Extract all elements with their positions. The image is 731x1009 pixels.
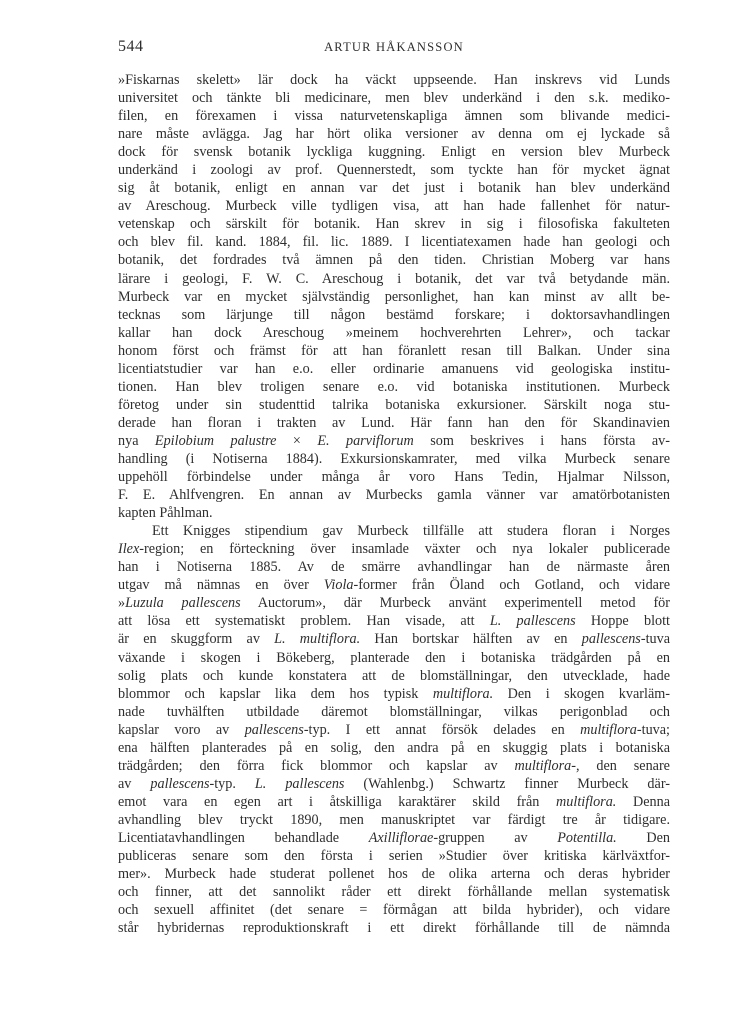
italic-text: pallescens	[244, 721, 304, 738]
text-line	[118, 793, 670, 811]
text-segment: att lösa ett systematiskt problem. Han visade, att	[118, 613, 490, 630]
text-segment: -former från Öland och Gotland, och vidare	[353, 577, 670, 594]
text-segment: -typ.	[209, 775, 255, 792]
italic-text: Viola	[323, 577, 354, 594]
text-segment: »Fiskarnas skelett» lär dock ha väckt uppseende. Han inskrevs vid Lunds	[118, 72, 670, 88]
text-segment: blommor och kapslar lika dem hos typisk	[118, 685, 433, 702]
text-segment: handling (i Notiserna 1884). Exkursionskamrater, med vilka Murbeck senare	[118, 450, 670, 467]
text-segment: derade han floran i trakten av Lund. Här fann han den för Skandinavien	[118, 414, 670, 431]
text-line	[118, 847, 670, 865]
text-segment: dock för svensk botanik lyckliga kuggning. Enligt en version blev Murbeck	[118, 144, 670, 161]
text-line	[118, 89, 670, 107]
text-segment: (Wahlenbg.) Schwartz finner Murbeck där-	[344, 775, 670, 792]
text-line	[118, 486, 670, 504]
text-segment: mer». Murbeck hade studerat pollenet hos de olika arterna och deras hybrider	[118, 866, 670, 883]
text-segment: sig åt botanik, enligt en annan var det just i botanik han blev underkänd	[118, 180, 670, 197]
text-line	[118, 775, 670, 793]
text-line	[118, 396, 670, 414]
italic-text: Epilobium palustre	[154, 432, 277, 449]
text-segment: av Areschoug. Murbeck ville tydligen visa, att han hade fallenhet för natur-	[118, 198, 670, 215]
text-line	[118, 667, 670, 685]
text-segment: kapten Påhlman.	[118, 505, 213, 522]
text-segment: -region; en förteckning över insamlade växter och nya lokaler publicerade	[139, 541, 670, 558]
text-segment: han i Notiserna 1885. Av de smärre avhandlingar han de närmaste åren	[118, 559, 670, 576]
text-line	[118, 288, 670, 306]
running-head: ARTUR HÅKANSSON	[324, 40, 464, 54]
text-line	[118, 270, 670, 288]
page-number: 544	[118, 38, 144, 55]
text-line	[118, 197, 670, 215]
italic-text: Ilex	[118, 541, 140, 558]
text-line	[118, 630, 670, 648]
text-segment: avhandling blev tryckt 1890, men manuskriptet var färdigt tre år tidigare.	[118, 811, 670, 828]
text-segment: -tuva	[640, 631, 670, 648]
text-line	[118, 594, 670, 612]
text-segment: lärare i geologi, F. W. C. Areschoug i botanik, det var två betydande män.	[118, 270, 670, 287]
text-segment: ×	[276, 432, 318, 449]
text-segment: universitet och tänkte bli medicinare, men blev underkänd i den s.k. mediko-	[118, 90, 670, 107]
text-segment: Auctorum», där Murbeck använt experimentell metod för	[240, 595, 670, 612]
text-segment: F. E. Ahlfvengren. En annan av Murbecks gamla vänner var amatörbotanisten	[118, 487, 670, 504]
text-line	[118, 450, 670, 468]
text-line	[118, 883, 670, 901]
text-line	[118, 919, 670, 937]
text-segment: Han bortskar hälften av en	[360, 631, 582, 648]
text-segment: -tuva;	[636, 721, 670, 738]
text-line	[118, 468, 670, 486]
text-segment: nade tuvhälften utbildade däremot blomställningar, vilkas perigonblad och	[118, 703, 670, 720]
text-line	[118, 251, 670, 269]
text-line	[118, 649, 670, 667]
text-line	[118, 71, 670, 89]
text-segment: -typ. I ett annat försök delades en	[303, 721, 581, 738]
text-line	[118, 107, 670, 125]
text-line	[118, 233, 670, 251]
text-line	[118, 757, 670, 775]
text-segment: av	[118, 775, 151, 792]
italic-text: Potentilla.	[557, 829, 617, 846]
text-segment: Murbeck var en mycket självständig personlighet, han kan minst av allt be-	[118, 288, 670, 305]
text-line	[118, 685, 670, 703]
text-segment: Hoppe blott	[575, 613, 670, 630]
text-segment: och blev fil. kand. 1884, fil. lic. 1889. I licentiatexamen hade han geologi och	[118, 234, 670, 251]
text-segment: trädgården; den förra fick blommor och kapslar av	[118, 757, 515, 774]
text-segment: Denna	[616, 793, 670, 810]
text-segment: publiceras senare som den första i serien »Studier över kritiska kärlväxtfor-	[118, 848, 670, 865]
italic-text: L. pallescens	[489, 613, 576, 630]
text-line	[118, 378, 670, 396]
text-line	[118, 414, 670, 432]
text-segment: solig plats och kunde konstatera att de blomställningar, den utvecklade, hade	[118, 667, 670, 684]
text-line	[118, 811, 670, 829]
italic-text: pallescens	[150, 775, 210, 792]
text-line	[118, 342, 670, 360]
text-line	[118, 215, 670, 233]
italic-text: multiflora	[580, 721, 637, 738]
text-segment: kapslar voro av	[118, 721, 245, 738]
italic-text: pallescens	[581, 631, 641, 648]
text-segment: tionen. Han blev troligen senare e.o. vid botaniska institutionen. Murbeck	[118, 378, 670, 395]
text-line	[118, 612, 670, 630]
text-segment: honom först och främst för att han föranlett resan till Balkan. Under sina	[118, 342, 670, 359]
text-segment: företog under sin studenttid talrika botaniska exkursioner. Särskilt noga stu-	[118, 396, 670, 413]
text-line	[118, 179, 670, 197]
text-line	[118, 143, 670, 161]
text-segment: Den i skogen kvarläm-	[493, 685, 670, 702]
text-segment: underkänd i zoologi av prof. Quennerstedt, som tyckte han för mycket ägnat	[118, 162, 670, 179]
italic-text: L. pallescens	[254, 775, 345, 792]
text-line	[118, 901, 670, 919]
text-line	[118, 829, 670, 847]
text-segment: är en skuggform av	[118, 631, 275, 648]
text-segment: nya	[118, 432, 155, 449]
text-line	[118, 558, 670, 576]
text-line	[118, 161, 670, 179]
italic-text: multiflora.	[432, 685, 494, 702]
text-segment: som beskrives i hans första av-	[413, 432, 670, 449]
text-line	[118, 540, 670, 558]
text-segment: Den	[616, 829, 671, 846]
body-text	[118, 71, 670, 937]
text-segment: och finner, att det sannolikt råder ett direkt förhållande mellan systematisk	[118, 884, 670, 901]
text-segment: botanik, det fordrades två ämnen på den tiden. Christian Moberg var hans	[118, 252, 670, 269]
italic-text: multiflora	[514, 757, 572, 774]
italic-text: L. multiflora.	[274, 631, 361, 648]
text-segment: nare måste avlägga. Jag har hört olika versioner av denna om ej lyckade så	[118, 126, 670, 143]
text-line	[118, 432, 670, 450]
text-segment: -, den senare	[571, 757, 670, 774]
text-segment: tecknas som lärjunge till någon bestämd forskare; i doktorsavhandlingen	[118, 306, 670, 323]
text-line	[118, 522, 670, 540]
text-line	[118, 721, 670, 739]
text-segment: filen, en förexamen i vissa naturvetenskapliga ämnen som blivande medici-	[118, 108, 670, 125]
text-segment: och sexuell affinitet (det senare = förmågan att bilda hybrider), och vidare	[118, 902, 670, 919]
text-line	[118, 360, 670, 378]
text-segment: emot vara en egen art i åtskilliga karaktärer skild från	[118, 793, 557, 810]
italic-text: Axilliflorae	[368, 829, 434, 846]
text-segment: uppehöll förbindelse under många år voro Hans Tedin, Hjalmar Nilsson,	[118, 469, 670, 486]
text-line	[118, 306, 670, 324]
text-segment: -gruppen av	[433, 829, 558, 846]
text-segment: Licentiatavhandlingen behandlade	[118, 829, 369, 846]
text-segment: utgav må nämnas en över	[118, 577, 324, 594]
text-line	[118, 576, 670, 594]
text-line	[118, 703, 670, 721]
text-segment: vetenskap och särskilt för botanik. Han skrev in sig i filosofiska fakulteten	[118, 216, 670, 233]
text-line	[118, 739, 670, 757]
text-segment: står hybridernas reproduktionskraft i ett direkt förhållande till de nämnda	[118, 920, 670, 937]
text-line	[118, 865, 670, 883]
page-header	[118, 38, 670, 58]
italic-text: Luzula pallescens	[125, 595, 241, 612]
text-line	[118, 324, 670, 342]
italic-text: multiflora.	[556, 793, 617, 810]
text-segment: licentiatstudier var han e.o. eller ordinarie amanuens vid geologiska institu-	[118, 360, 670, 377]
italic-text: E. parviflorum	[317, 432, 414, 449]
text-line	[118, 504, 670, 522]
text-segment: Ett Knigges stipendium gav Murbeck tillfälle att studera floran i Norges	[152, 523, 670, 540]
text-segment: kallar han dock Areschoug »meinem hochverehrten Lehrer», och tackar	[118, 324, 670, 341]
text-segment: ena hälften planterades på en solig, den andra på en skuggig plats i botaniska	[118, 739, 670, 756]
text-segment: växande i skogen i Bökeberg, planterade den i botaniska trädgården på en	[118, 649, 670, 666]
text-line	[118, 125, 670, 143]
text-segment: »	[118, 595, 126, 612]
